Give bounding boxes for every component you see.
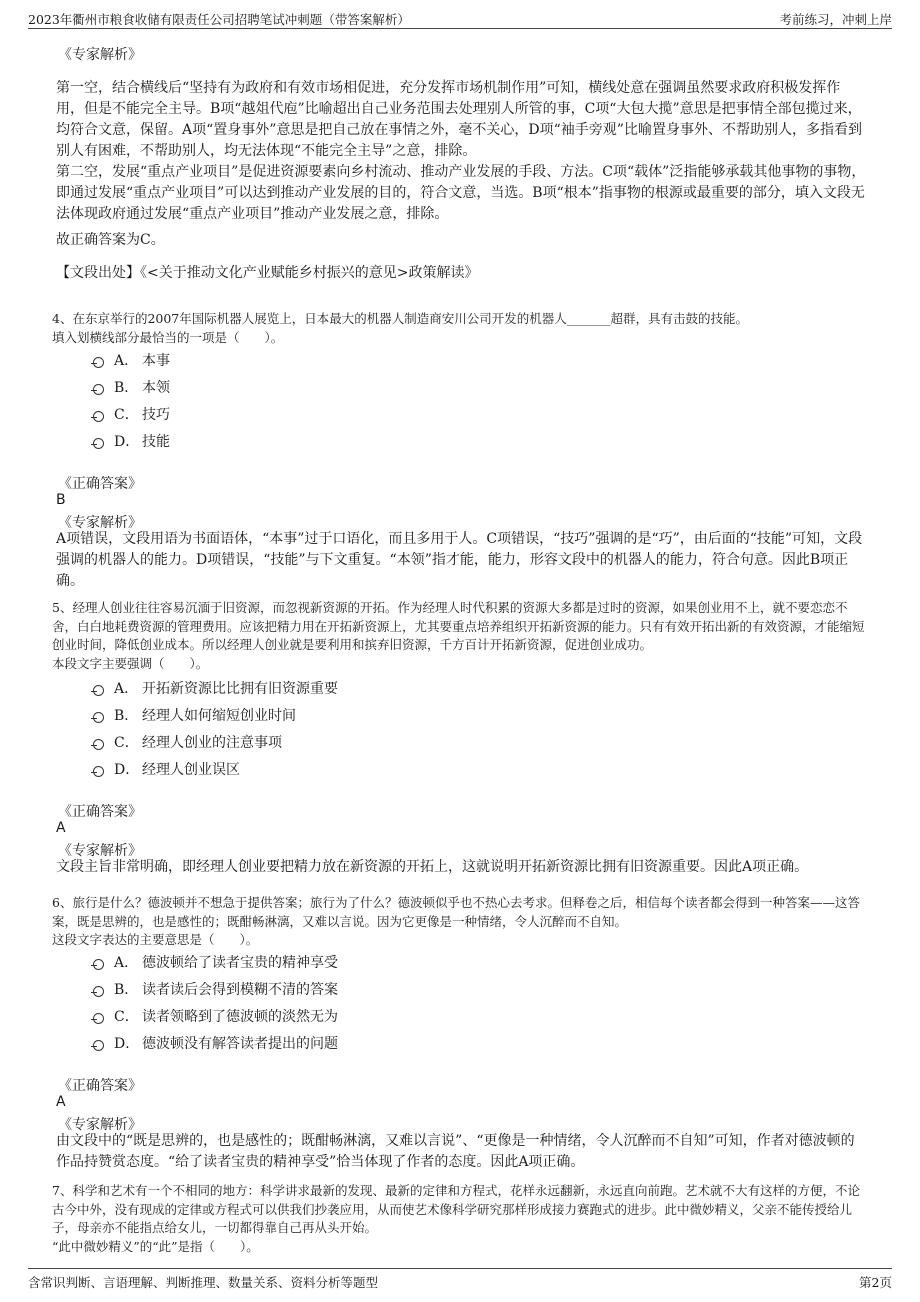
- option-text: 技巧: [142, 407, 170, 423]
- option-text: 经理人如何缩短创业时间: [142, 708, 296, 724]
- option-a[interactable]: [93, 677, 338, 699]
- radio-icon[interactable]: [93, 986, 104, 997]
- radio-icon[interactable]: [93, 712, 104, 723]
- option-c[interactable]: [93, 1005, 338, 1027]
- expert-analysis-label: 《专家解析》: [58, 1117, 142, 1133]
- option-letter: A．: [114, 955, 139, 971]
- option-text: 技能: [142, 434, 170, 450]
- option-text: 德波顿给了读者宝贵的精神享受: [142, 955, 338, 971]
- option-text: 开拓新资源比比拥有旧资源重要: [142, 681, 338, 697]
- radio-icon[interactable]: [93, 384, 104, 395]
- correct-answer-value: A: [56, 820, 66, 836]
- option-letter: A．: [114, 681, 139, 697]
- option-letter: B．: [114, 982, 139, 998]
- analysis-conclusion: 故正确答案为C。: [56, 232, 165, 248]
- question-text: 5、经理人创业往往容易沉湎于旧资源，而忽视新资源的开拓。作为经理人时代积累的资源大多都是过时的资源，如果创业用不上，就不要恋恋不舍，白白地耗费资源的管理费用。应该把精力用在开拓新资源上，尤其要重点培养组织开拓新资源的能力。只有有效开拓出新的有效资源，才能缩短创业时间，降低创业成本。所以经理人创业就是要利用和摈弃旧资源，千方百计开拓新资源，促进创业成功。: [52, 600, 865, 652]
- page-number: 第2页: [859, 1275, 892, 1290]
- analysis-paragraph: A项错误，文段用语为书面语体，“本事”过于口语化，而且多用于人。C项错误，“技巧”强调的是“巧”，由后面的“技能”可知，文段强调的机器人的能力。D项错误，“技能”与下文重复。“本领”指才能，能力，形容文段中的机器人的能力，符合句意。因此B项正确。: [56, 531, 863, 589]
- option-text: 德波顿没有解答读者提出的问题: [142, 1036, 338, 1052]
- correct-answer-label: 《正确答案》: [58, 476, 142, 492]
- analysis-paragraph: 文段主旨非常明确，即经理人创业要把精力放在新资源的开拓上，这就说明开拓新资源比拥有旧资源重要。因此A项正确。: [56, 859, 809, 875]
- option-text: 经理人创业误区: [142, 762, 240, 778]
- option-d[interactable]: [93, 1032, 338, 1054]
- option-text: 读者领略到了德波顿的淡然无为: [142, 1009, 338, 1025]
- radio-icon[interactable]: [93, 766, 104, 777]
- option-c[interactable]: [93, 731, 282, 753]
- question-prompt: “此中微妙精义”的“此”是指（ ）。: [52, 1238, 259, 1254]
- option-letter: D．: [114, 762, 140, 778]
- question-text: 7、科学和艺术有一个不相同的地方：科学讲求最新的发现、最新的定律和方程式，花样永远翻新，永远直向前跑。艺术就不大有这样的方便，不论古今中外，没有现成的定律或方程式可以供我们抄袭应用，从而使艺术像科学研究那样形成接力赛跑式的进步。此中微妙精义，父亲不能传授给儿子，母亲亦不能指点给女儿，一切都得靠自己再从头开始。: [52, 1183, 860, 1235]
- correct-answer-label: 《正确答案》: [58, 804, 142, 820]
- option-b[interactable]: [93, 704, 296, 726]
- analysis-paragraph: 第一空，结合横线后“坚持有为政府和有效市场相促进，充分发挥市场机制作用”可知，横线处意在强调虽然要求政府积极发挥作用，但是不能完全主导。B项“越俎代庖”比喻超出自己业务范围去处理别人所管的事，C项“大包大揽”意思是把事情全部包揽过来，均符合文意，保留。A项“置身事外”意思是把自己放在事情之外，毫不关心，D项“袖手旁观”比喻置身事外、不帮助别人，多指看到别人有困难，不帮助别人，均无法体现“不能完全主导”之意，排除。: [56, 80, 862, 159]
- question-text: 6、旅行是什么？德波顿并不想急于提供答案；旅行为了什么？德波顿似乎也不热心去考求。但释卷之后，相信每个读者都会得到一种答案——这答案，既是思辨的，也是感性的；既酣畅淋漓，又难以言说。因为它更像是一种情绪，令人沉醉而不自知。: [52, 895, 860, 929]
- expert-analysis-label: 《专家解析》: [58, 843, 142, 859]
- option-b[interactable]: [93, 376, 170, 398]
- option-b[interactable]: [93, 978, 338, 1000]
- option-text: 本领: [142, 380, 170, 396]
- option-a[interactable]: [93, 349, 170, 371]
- option-c[interactable]: [93, 403, 170, 425]
- question-stem: [52, 894, 872, 950]
- radio-icon[interactable]: [93, 357, 104, 368]
- question-prompt: 这段文字表达的主要意思是（ ）。: [52, 932, 259, 947]
- option-text: 经理人创业的注意事项: [142, 735, 282, 751]
- option-letter: B．: [114, 380, 139, 396]
- option-letter: C．: [114, 407, 139, 423]
- footer-categories: 含常识判断、言语理解、判断推理、数量关系、资料分析等题型: [28, 1275, 379, 1290]
- expert-analysis-label: 《专家解析》: [58, 47, 142, 63]
- header-slogan: 考前练习，冲刺上岸: [779, 12, 892, 27]
- analysis-paragraph: 第二空，发展“重点产业项目”是促进资源要素向乡村流动、推动产业发展的手段、方法。C项“载体”泛指能够承载其他事物的事物，即通过发展“重点产业项目”可以达到推动产业发展的目的，符合文意，当选。B项“根本”指事物的根源或最重要的部分，填入文段无法体现政府通过发展“重点产业项目”推动产业发展之意，排除。: [56, 164, 866, 222]
- question-text: 4、在东京举行的2007年国际机器人展览上，日本最大的机器人制造商安川公司开发的机器人_______超群，具有击鼓的技能。: [52, 311, 749, 326]
- option-text: 本事: [142, 353, 170, 369]
- question-stem: [52, 599, 872, 673]
- option-letter: C．: [114, 1009, 139, 1025]
- question-prompt: 本段文字主要强调（ ）。: [52, 655, 209, 671]
- option-letter: D．: [114, 434, 140, 450]
- radio-icon[interactable]: [93, 1013, 104, 1024]
- option-a[interactable]: [93, 951, 338, 973]
- radio-icon[interactable]: [93, 739, 104, 750]
- question-prompt: 填入划横线部分最恰当的一项是（ ）。: [52, 329, 284, 345]
- expert-analysis-label: 《专家解析》: [58, 515, 142, 531]
- question-stem: [52, 1182, 872, 1256]
- option-d[interactable]: [93, 430, 170, 452]
- analysis-paragraph: 由文段中的“既是思辨的，也是感性的；既酣畅淋漓，又难以言说”、“更像是一种情绪，令人沉醉而不自知”可知，作者对德波顿的作品持赞赏态度。“给了读者宝贵的精神享受”恰当体现了作者的态度。因此A项正确。: [56, 1133, 855, 1170]
- option-letter: C．: [114, 735, 139, 751]
- question-stem: [52, 310, 872, 347]
- correct-answer-label: 《正确答案》: [58, 1078, 142, 1094]
- option-letter: D．: [114, 1036, 140, 1052]
- radio-icon[interactable]: [93, 1040, 104, 1051]
- option-letter: A．: [114, 353, 139, 369]
- option-d[interactable]: [93, 758, 240, 780]
- source-citation: 【文段出处】《<关于推动文化产业赋能乡村振兴的意见>政策解读》: [56, 265, 479, 281]
- correct-answer-value: B: [56, 492, 66, 508]
- page-footer: [28, 1268, 892, 1289]
- radio-icon[interactable]: [93, 438, 104, 449]
- document-title: 2023年衢州市粮食收储有限责任公司招聘笔试冲刺题（带答案解析）: [28, 12, 410, 27]
- page-header: [28, 8, 892, 29]
- option-letter: B．: [114, 708, 139, 724]
- correct-answer-value: A: [56, 1094, 66, 1110]
- radio-icon[interactable]: [93, 959, 104, 970]
- radio-icon[interactable]: [93, 685, 104, 696]
- option-text: 读者读后会得到模糊不清的答案: [142, 982, 338, 998]
- radio-icon[interactable]: [93, 411, 104, 422]
